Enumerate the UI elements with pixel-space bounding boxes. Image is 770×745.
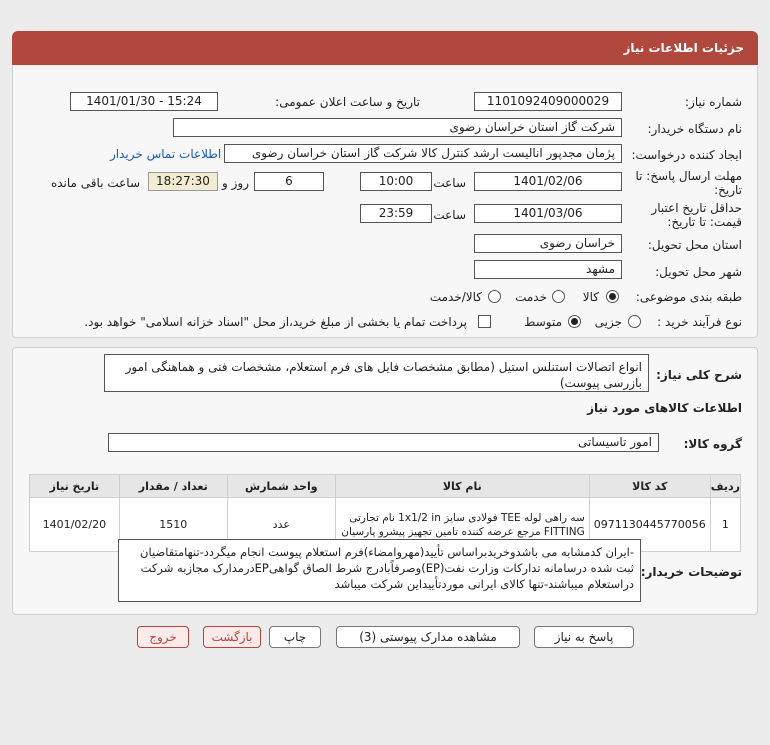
col-qty: تعداد / مقدار (119, 475, 227, 498)
delivery-province-field: خراسان رضوی (474, 234, 622, 253)
remaining-time-label: ساعت باقی مانده (50, 176, 140, 190)
col-name: نام کالا (335, 475, 589, 498)
attachments-button[interactable]: مشاهده مدارک پیوستی (3) (336, 626, 520, 648)
request-creator-label: ایجاد کننده درخواست: (631, 148, 742, 162)
treasury-payment-checkbox[interactable] (478, 315, 491, 328)
category-label: طبقه بندی موضوعی: (635, 290, 742, 304)
remaining-time-field: 18:27:30 (148, 172, 218, 191)
remaining-days-field: 6 (254, 172, 324, 191)
reply-button[interactable]: پاسخ به نیاز (534, 626, 634, 648)
goods-group-field: امور تاسیساتی (108, 433, 659, 452)
row-unit: عدد (227, 498, 335, 552)
goods-group-label: گروه کالا: (683, 437, 742, 451)
delivery-city-field: مشهد (474, 260, 622, 279)
goods-table-header (30, 475, 741, 498)
delivery-province-label: استان محل تحویل: (647, 238, 742, 252)
validity-time-label: ساعت (433, 208, 466, 222)
reply-date-field: 1401/02/06 (474, 172, 622, 191)
reply-time-field: 10:00 (360, 172, 432, 191)
price-validity-label: حداقل تاریخ اعتبار (651, 201, 742, 215)
validity-date-field: 1401/03/06 (474, 204, 622, 223)
buyer-org-field: شرکت گاز استان خراسان رضوی (173, 118, 622, 137)
process-option-minor: جزیی (594, 315, 622, 329)
need-number-field: 1101092409000029 (474, 92, 622, 111)
buyer-notes-field: -ایران کدمشابه می باشدوخریدبراساس تأیید(مهروامضاء)فرم استعلام پیوست انجام میگردد-تنهامتقاضیان ثبت شده درسامانه تدارکات وزارت نفت(EP)وصرفاًبادرج شرط الصاق گواهیEPدرمدارک مجازبه شرکت دراستعلام میباشند-تنها کالای ایرانی موردتأییداین شرکت میباشد (118, 539, 641, 602)
col-date: تاریخ نیاز (30, 475, 120, 498)
row-qty: 1510 (119, 498, 227, 552)
announce-datetime-field: 1401/01/30 - 15:24 (70, 92, 218, 111)
description-field: انواع اتصالات استنلس استیل (مطابق مشخصات فایل های فرم استعلام، مشخصات فنی و هماهنگی امور بازرسی پیوست) (104, 354, 649, 392)
description-label: شرح کلی نیاز: (656, 368, 742, 382)
col-index: ردیف (710, 475, 740, 498)
category-radio-goods[interactable] (606, 290, 619, 303)
delivery-city-label: شهر محل تحویل: (655, 265, 742, 279)
reply-deadline-label-2: تاریخ: (714, 183, 742, 197)
process-type-label: نوع فرآیند خرید : (657, 315, 742, 329)
category-option-service: خدمت (515, 290, 547, 304)
process-option-medium: متوسط (524, 315, 562, 329)
goods-section-title: اطلاعات کالاهای مورد نیاز (587, 401, 742, 415)
row-date: 1401/02/20 (30, 498, 120, 552)
back-button[interactable]: بازگشت (203, 626, 261, 648)
request-creator-field: پژمان مجدپور انالیست ارشد کنترل کالا شرکت گاز استان خراسان رضوی (224, 144, 622, 163)
buyer-org-label: نام دستگاه خریدار: (647, 122, 742, 136)
row-name: سه راهی لوله TEE فولادی سایز 1x1/2 in نام تجارتی FITTING مرجع عرضه کننده تامین تجهیز پیشرو پارسیان (335, 498, 589, 552)
page-title: جزئیات اطلاعات نیاز (12, 31, 758, 65)
validity-time-field: 23:59 (360, 204, 432, 223)
category-radio-both[interactable] (488, 290, 501, 303)
buyer-notes-label: توضیحات خریدار: (640, 565, 742, 579)
row-index: 1 (710, 498, 740, 552)
need-number-label: شماره نیاز: (685, 95, 742, 109)
print-button[interactable]: چاپ (269, 626, 321, 648)
days-label: روز و (222, 176, 249, 190)
announce-datetime-label: تاریخ و ساعت اعلان عمومی: (275, 95, 420, 109)
reply-deadline-label: مهلت ارسال پاسخ: تا (635, 169, 742, 183)
reply-time-label: ساعت (433, 176, 466, 190)
process-radio-medium[interactable] (568, 315, 581, 328)
col-code: کد کالا (589, 475, 710, 498)
process-radio-minor[interactable] (628, 315, 641, 328)
row-code: 0971130445770056 (589, 498, 710, 552)
treasury-payment-note: پرداخت تمام یا بخشی از مبلغ خرید،از محل "اسناد خزانه اسلامی" خواهد بود. (84, 315, 467, 329)
price-validity-label-2: قیمت: تا تاریخ: (667, 215, 742, 229)
exit-button[interactable]: خروج (137, 626, 189, 648)
category-radio-service[interactable] (552, 290, 565, 303)
buyer-contact-link[interactable]: اطلاعات تماس خریدار (110, 147, 222, 161)
category-option-both: کالا/خدمت (429, 290, 482, 304)
col-unit: واحد شمارش (227, 475, 335, 498)
category-option-goods: کالا (582, 290, 599, 304)
